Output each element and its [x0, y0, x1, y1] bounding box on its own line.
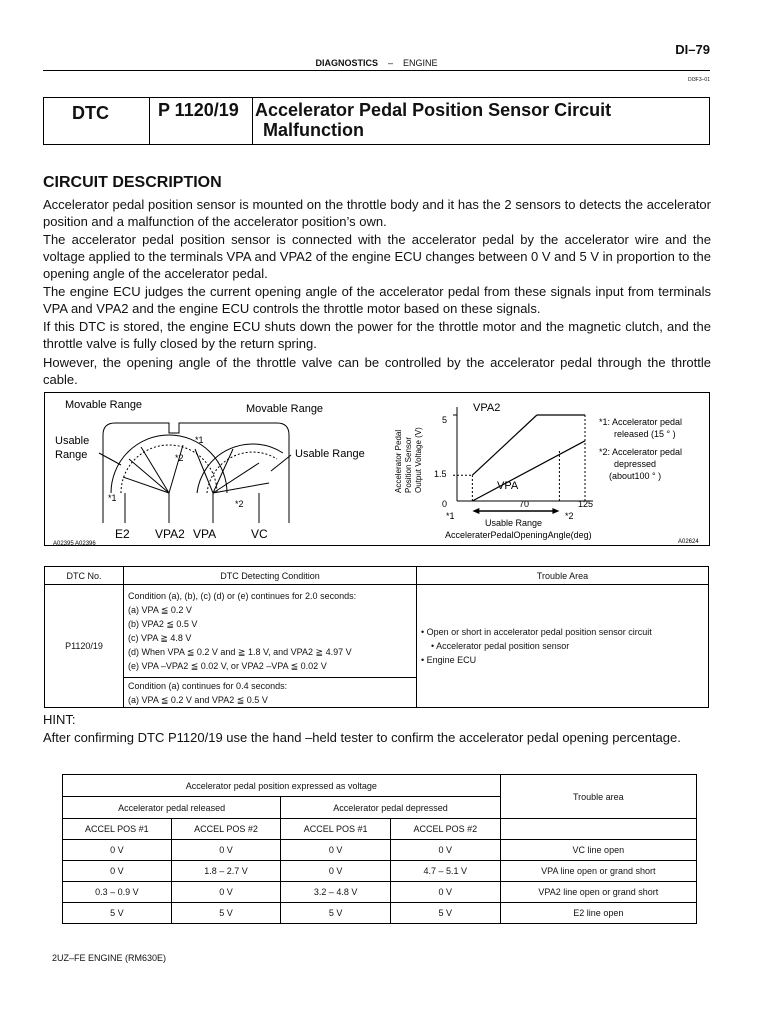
- y-tick-label-0: 0: [442, 499, 448, 509]
- trouble-line0: • Open or short in accelerator pedal position sensor circuit: [421, 627, 652, 637]
- cell: VC line open: [500, 840, 696, 861]
- note-depressed-1: *2: Accelerator pedal: [599, 447, 683, 457]
- arc-resistor-left: [121, 445, 217, 493]
- cond1-line3: (c) VPA ≧ 4.8 V: [128, 633, 192, 643]
- cell-trouble-area: [417, 585, 709, 708]
- cell: 5 V: [390, 903, 500, 924]
- voltage-chart: [453, 407, 593, 514]
- table-row: [63, 840, 697, 861]
- table-row: [63, 882, 697, 903]
- cond1-line2: (b) VPA2 ≦ 0.5 V: [128, 619, 198, 629]
- hint-label: HINT:: [43, 712, 76, 727]
- dtc-divider-2: [252, 98, 253, 144]
- th-dtc-no: DTC No.: [45, 567, 124, 585]
- usable-arrow-left: [472, 508, 479, 514]
- cond2-line1: (a) VPA ≦ 0.2 V and VPA2 ≦ 0.5 V: [128, 694, 268, 705]
- cell: VPA line open or grand short: [500, 861, 696, 882]
- dtc-code: P 1120/19: [158, 100, 239, 120]
- cell-dtc-no: P1120/19: [45, 585, 124, 708]
- cell-condition-2: [124, 678, 417, 708]
- cell: 4.7 – 5.1 V: [390, 861, 500, 882]
- cond2-line0: Condition (a) continues for 0.4 seconds:: [128, 680, 288, 691]
- terminal-vc: VC: [251, 527, 268, 541]
- usable-range-left-2: Range: [55, 449, 88, 461]
- header-divider: [43, 70, 710, 71]
- cell-condition-1: [124, 585, 417, 678]
- cell: 5 V: [171, 903, 281, 924]
- x-tick-label-125: 125: [578, 499, 594, 509]
- paragraph-4: If this DTC is stored, the engine ECU shuts down the power for the throttle motor and the magnetic clutch, and the throttle valve is fully closed by the return spring.: [43, 319, 711, 351]
- figure-svg: [45, 393, 709, 545]
- chart-star1: *1: [446, 511, 455, 521]
- note-depressed-2: depressed: [614, 459, 657, 469]
- cell: 0.3 – 0.9 V: [63, 882, 172, 903]
- note-released-2: released (15 ° ): [614, 429, 676, 439]
- th-trouble-area: Trouble Area: [417, 567, 709, 585]
- th-col-2: ACCEL POS #2: [171, 819, 281, 840]
- th-trouble: Trouble area: [500, 775, 696, 819]
- th-depressed: Accelerator pedal depressed: [281, 797, 500, 819]
- cell: 1.8 – 2.7 V: [171, 861, 281, 882]
- header-subsection: ENGINE: [403, 58, 438, 68]
- cell: 0 V: [281, 861, 391, 882]
- cell: E2 line open: [500, 903, 696, 924]
- star1-bottom: *1: [108, 493, 117, 503]
- cell: 3.2 – 4.8 V: [281, 882, 391, 903]
- dtc-title-line1: Accelerator Pedal Position Sensor Circuit: [255, 100, 612, 120]
- th-condition: DTC Detecting Condition: [124, 567, 417, 585]
- terminal-vpa2: VPA2: [155, 527, 185, 541]
- dtc-label: DTC: [72, 103, 109, 123]
- cell: 5 V: [63, 903, 172, 924]
- cell: 0 V: [63, 840, 172, 861]
- header-section: DIAGNOSTICS: [315, 58, 378, 68]
- usable-arrow-right: [552, 508, 559, 514]
- cell: 0 V: [171, 882, 281, 903]
- wiper-3: [123, 477, 169, 493]
- paragraph-1: Accelerator pedal position sensor is mounted on the throttle body and it has the 2 sensors to detects the accelerator position and a malfunction of the accelerator position’s own.: [43, 197, 711, 229]
- cell: 5 V: [281, 903, 391, 924]
- paragraph-2: The accelerator pedal position sensor is connected with the accelerator pedal by the accelerator wire and the voltage applied to the terminals VPA and VPA2 of the engine ECU changes between 0 V and 5 V in proportion to the opening angle of the accelerator pedal.: [43, 232, 712, 281]
- diagram-labels: [53, 399, 365, 545]
- cell: 0 V: [63, 861, 172, 882]
- wiper-1: [141, 447, 169, 493]
- series-vpa2-line: [472, 415, 537, 475]
- movable-range-right: Movable Range: [246, 403, 324, 415]
- th-col-4: ACCEL POS #2: [390, 819, 500, 840]
- cond1-line5: (e) VPA –VPA2 ≦ 0.02 V, or VPA2 –VPA ≦ 0.02 V: [128, 661, 327, 671]
- usable-range-right: Usable Range: [295, 448, 365, 460]
- doc-code: DI3F3–01: [688, 77, 710, 83]
- movable-range-left: Movable Range: [65, 399, 143, 411]
- ylabel-line3: Output Voltage (V): [414, 427, 423, 493]
- voltage-table: [62, 774, 697, 924]
- dtc-divider-1: [149, 98, 150, 144]
- ylabel-line1: Accelerator Pedal: [394, 429, 403, 493]
- trouble-line1: • Accelerator pedal position sensor: [431, 641, 570, 651]
- arc-resistor-right: [207, 452, 277, 493]
- sensor-figure: [44, 392, 710, 546]
- usable-range-label: Usable Range: [485, 518, 543, 528]
- note-depressed-3: (about100 ° ): [609, 471, 662, 481]
- star2-bottom: *2: [235, 499, 244, 509]
- cond1-line4: (d) When VPA ≦ 0.2 V and ≧ 1.8 V, and VPA2 ≧ 4.97 V: [128, 647, 352, 657]
- cell: 0 V: [390, 882, 500, 903]
- terminal-vpa: VPA: [193, 527, 217, 541]
- th-col-5-empty: [500, 819, 696, 840]
- cell: 0 V: [171, 840, 281, 861]
- table-row: [63, 861, 697, 882]
- page-number: DI–79: [675, 42, 710, 57]
- usable-range-left-1: Usable: [55, 435, 90, 447]
- dtc-table: [44, 566, 709, 708]
- footer: 2UZ–FE ENGINE (RM630E): [52, 953, 167, 963]
- cond1-line1: (a) VPA ≦ 0.2 V: [128, 605, 192, 615]
- hint-text: After confirming DTC P1120/19 use the hand –held tester to confirm the accelerator pedal opening percentage.: [43, 730, 681, 745]
- wiper-8: [195, 449, 213, 493]
- right-figure-code: A02624: [678, 539, 699, 545]
- cell: VPA2 line open or grand short: [500, 882, 696, 903]
- x-tick-label-70: 70: [519, 499, 530, 509]
- header-dash: –: [387, 58, 393, 68]
- vpa2-label: VPA2: [473, 402, 501, 414]
- chart-ylabel: [394, 427, 423, 493]
- th-voltage: Accelerator pedal position expressed as voltage: [63, 775, 501, 797]
- paragraph-5: However, the opening angle of the throttle valve can be controlled by the accelerator pedal through the throttle cable.: [43, 355, 711, 387]
- cell: 0 V: [281, 840, 391, 861]
- table-row: [63, 903, 697, 924]
- th-released: Accelerator pedal released: [63, 797, 281, 819]
- dtc-title: [255, 100, 695, 140]
- pointer-usable-left: [99, 453, 121, 465]
- paragraph-3: The engine ECU judges the current opening angle of the accelerator pedal from these signals input from terminals VPA and VPA2 and the engine ECU controls the throttle motor based on these signals.: [43, 284, 711, 316]
- th-col-3: ACCEL POS #1: [281, 819, 391, 840]
- chart-star2: *2: [565, 511, 574, 521]
- note-released-1: *1: Accelerator pedal: [599, 417, 683, 427]
- left-figure-code: A02395 A02396: [53, 541, 96, 545]
- th-col-1: ACCEL POS #1: [63, 819, 172, 840]
- trouble-line2: • Engine ECU: [421, 655, 477, 665]
- y-tick-label-5: 5: [442, 415, 448, 425]
- page-header: [43, 58, 710, 68]
- vpa-label: VPA: [497, 480, 519, 492]
- dtc-title-line2: Malfunction: [263, 120, 364, 140]
- series-vpa-line: [472, 441, 585, 501]
- star2-top: *2: [175, 453, 184, 463]
- cond1-line0: Condition (a), (b), (c) (d) or (e) continues for 2.0 seconds:: [128, 591, 357, 601]
- ylabel-line2: Position Sensor: [404, 436, 413, 493]
- cell: 0 V: [390, 840, 500, 861]
- y-tick-label-1-5: 1.5: [434, 469, 447, 479]
- section-heading: CIRCUIT DESCRIPTION: [43, 174, 222, 191]
- star1-top: *1: [195, 435, 204, 445]
- wiper-2: [129, 459, 169, 493]
- x-axis-label: AcceleraterPedalOpeningAngle(deg): [445, 530, 592, 540]
- terminal-e2: E2: [115, 527, 130, 541]
